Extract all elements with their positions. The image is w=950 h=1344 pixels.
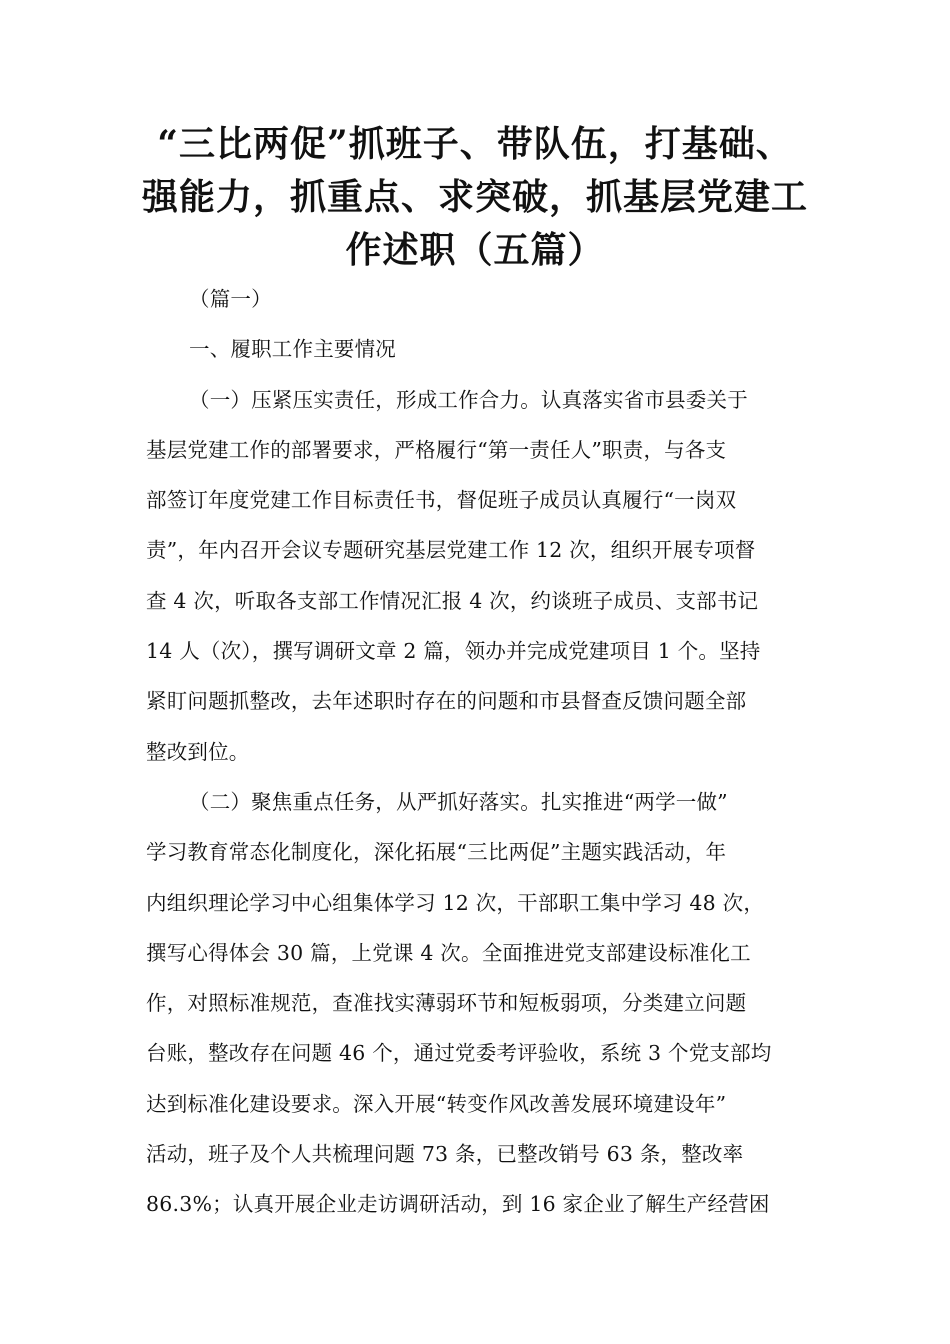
section-label: （篇一）: [189, 287, 272, 311]
title-line: 作述职（五篇）: [345, 229, 605, 271]
paragraph-line: 达到标准化建设要求。深入开展“转变作风改善发展环境建设年”: [146, 1091, 727, 1116]
paragraph-line: 部签订年度党建工作目标责任书，督促班子成员认真履行“一岗双: [146, 488, 737, 513]
paragraph-line: 整改到位。: [146, 739, 250, 764]
document-title: [120, 118, 830, 277]
paragraph-line: 内组织理论学习中心组集体学习 12 次，干部职工集中学习 48 次，: [146, 890, 765, 915]
paragraph-line: （一）压紧压实责任，形成工作合力。认真落实省市县委关于: [189, 387, 748, 412]
title-line: 强能力，抓重点、求突破，抓基层党建工: [141, 176, 808, 218]
paragraph-line: 撰写心得体会 30 篇，上党课 4 次。全面推进党支部建设标准化工: [146, 940, 751, 965]
paragraph-line: 责”，年内召开会议专题研究基层党建工作 12 次，组织开展专项督: [146, 538, 756, 563]
paragraph-line: （二）聚焦重点任务，从严抓好落实。扎实推进“两学一做”: [189, 789, 728, 814]
paragraph-line: 作，对照标准规范，查准找实薄弱环节和短板弱项，分类建立问题: [146, 991, 747, 1016]
paragraph-1: [146, 375, 806, 777]
paragraph-line: 活动，班子及个人共梳理问题 73 条，已整改销号 63 条，整改率: [146, 1142, 744, 1167]
document-body: [146, 274, 806, 1230]
paragraph-line: 查 4 次，听取各支部工作情况汇报 4 次，约谈班子成员、支部书记: [146, 588, 759, 613]
paragraph-line: 14 人（次），撰写调研文章 2 篇，领办并完成党建项目 1 个。坚持: [146, 639, 761, 664]
paragraph-line: 基层党建工作的部署要求，严格履行“第一责任人”职责，与各支: [146, 437, 727, 462]
paragraph-2: [146, 777, 806, 1230]
title-line: “三比两促”抓班子、带队伍，打基础、: [157, 123, 793, 165]
paragraph-line: 台账，整改存在问题 46 个，通过党委考评验收，系统 3 个党支部均: [146, 1041, 772, 1066]
paragraph-line: 紧盯问题抓整改，去年述职时存在的问题和市县督查反馈问题全部: [146, 689, 747, 714]
paragraph-line: 学习教育常态化制度化，深化拓展“三比两促”主题实践活动，年: [146, 840, 727, 865]
paragraph-line: 86.3%；认真开展企业走访调研活动，到 16 家企业了解生产经营困: [146, 1192, 770, 1217]
heading-1: 一、履职工作主要情况: [189, 337, 396, 362]
